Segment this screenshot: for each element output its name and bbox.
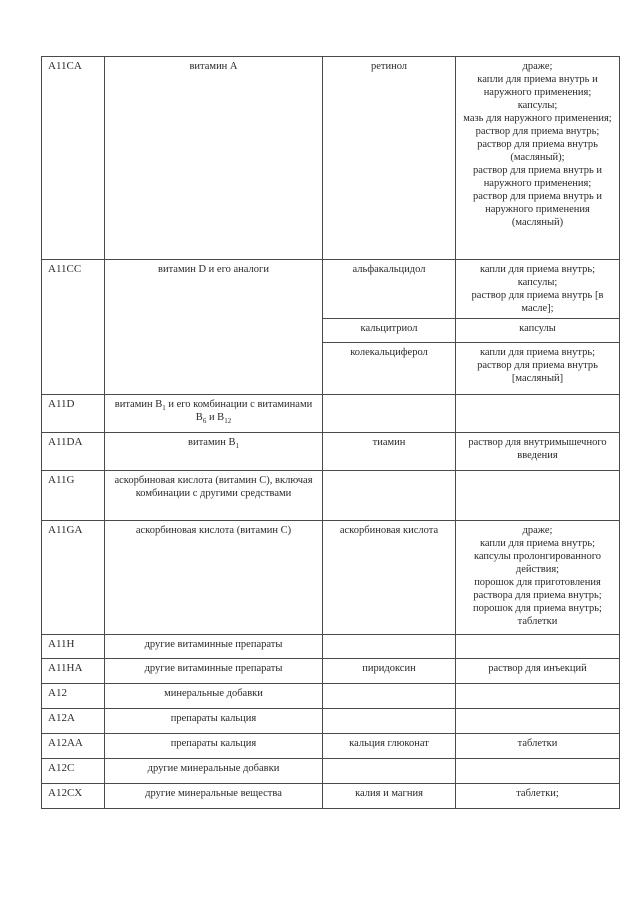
dosage-forms — [456, 709, 620, 734]
dosage-form: раствор для приема внутрь (масляный); — [477, 139, 598, 163]
dosage-form: таблетки — [517, 738, 558, 749]
dosage-form: раствор для приема внутрь и наружного применения (масляный) — [472, 191, 603, 228]
dosage-forms — [456, 471, 620, 521]
atc-code: A12 — [42, 684, 105, 709]
dosage-form: раствор для приема внутрь [масляный] — [477, 360, 598, 384]
dosage-form: порошок для приготовления раствора для приема внутрь; — [473, 577, 602, 601]
substance-name — [323, 759, 456, 784]
dosage-forms — [456, 684, 620, 709]
group-name: другие минеральные вещества — [105, 784, 323, 809]
atc-code: A12CX — [42, 784, 105, 809]
dosage-forms — [456, 319, 620, 343]
substance-name: аскорбиновая кислота — [323, 521, 456, 635]
group-name: минеральные добавки — [105, 684, 323, 709]
atc-code: A12AA — [42, 734, 105, 759]
table-row — [42, 260, 620, 319]
dosage-forms — [456, 395, 620, 433]
atc-code: A11H — [42, 635, 105, 659]
dosage-forms — [456, 433, 620, 471]
substance-name: тиамин — [323, 433, 456, 471]
dosage-form: капсулы; — [517, 100, 558, 111]
dosage-form: капсулы — [519, 323, 556, 334]
dosage-forms — [456, 260, 620, 319]
atc-code: A12A — [42, 709, 105, 734]
group-name: витамин $B_1$ и его комбинации с витаминами $B_6$ и $B_{12}$ — [105, 395, 323, 433]
dosage-forms — [456, 635, 620, 659]
dosage-form: таблетки; — [516, 788, 559, 799]
substance-name: кальцитриол — [323, 319, 456, 343]
substance-name: кальция глюконат — [323, 734, 456, 759]
table-row — [42, 57, 620, 260]
substance-name: пиридоксин — [323, 659, 456, 684]
table-row — [42, 471, 620, 521]
substance-name — [323, 471, 456, 521]
atc-code: A11GA — [42, 521, 105, 635]
atc-code: A11DA — [42, 433, 105, 471]
table-row — [42, 784, 620, 809]
dosage-form: раствор для внутримышечного введения — [468, 437, 607, 461]
substance-name — [323, 635, 456, 659]
substance-name: альфакальцидол — [323, 260, 456, 319]
table-row — [42, 521, 620, 635]
group-name: препараты кальция — [105, 734, 323, 759]
group-name: препараты кальция — [105, 709, 323, 734]
atc-code: A12C — [42, 759, 105, 784]
dosage-forms — [456, 57, 620, 260]
atc-code: A11CC — [42, 260, 105, 395]
atc-code: A11G — [42, 471, 105, 521]
dosage-form: драже; — [522, 61, 553, 72]
dosage-forms — [456, 659, 620, 684]
substance-name — [323, 684, 456, 709]
atc-code: A11D — [42, 395, 105, 433]
table-row — [42, 759, 620, 784]
group-name: другие витаминные препараты — [105, 635, 323, 659]
dosage-form: мазь для наружного применения; — [463, 113, 612, 124]
dosage-form: раствор для приема внутрь; — [475, 126, 600, 137]
dosage-form: капли для приема внутрь и наружного применения; — [477, 74, 598, 98]
group-name: аскорбиновая кислота (витамин C) — [105, 521, 323, 635]
group-name: другие минеральные добавки — [105, 759, 323, 784]
group-name: аскорбиновая кислота (витамин C), включая комбинации с другими средствами — [105, 471, 323, 521]
dosage-forms — [456, 784, 620, 809]
dosage-forms — [456, 734, 620, 759]
group-name: витамин D и его аналоги — [105, 260, 323, 395]
medication-table — [41, 56, 620, 809]
table-row — [42, 659, 620, 684]
dosage-forms — [456, 759, 620, 784]
atc-code: A11HA — [42, 659, 105, 684]
table-row — [42, 709, 620, 734]
table-row — [42, 734, 620, 759]
substance-name — [323, 395, 456, 433]
substance-name — [323, 709, 456, 734]
dosage-forms — [456, 343, 620, 395]
dosage-form: раствор для приема внутрь и наружного применения; — [472, 165, 603, 189]
substance-name: ретинол — [323, 57, 456, 260]
dosage-form: капли для приема внутрь; — [479, 264, 596, 275]
dosage-forms — [456, 521, 620, 635]
group-name: витамин $B_1$ — [105, 433, 323, 471]
table-row — [42, 684, 620, 709]
dosage-form: капли для приема внутрь; — [479, 538, 596, 549]
dosage-form: порошок для приема внутрь; — [473, 603, 602, 614]
dosage-form: таблетки — [517, 616, 558, 627]
group-name: витамин A — [105, 57, 323, 260]
substance-name: калия и магния — [323, 784, 456, 809]
dosage-form: капли для приема внутрь; — [479, 347, 596, 358]
dosage-form: драже; — [522, 525, 553, 536]
group-name: другие витаминные препараты — [105, 659, 323, 684]
dosage-form: капсулы пролонгированного действия; — [473, 551, 602, 575]
table-row — [42, 635, 620, 659]
table-row — [42, 395, 620, 433]
dosage-form: раствор для приема внутрь [в масле]; — [471, 290, 604, 314]
atc-code: A11CA — [42, 57, 105, 260]
substance-name: колекальциферол — [323, 343, 456, 395]
dosage-form: раствор для инъекций — [488, 663, 587, 674]
dosage-form: капсулы; — [517, 277, 558, 288]
table-row — [42, 433, 620, 471]
